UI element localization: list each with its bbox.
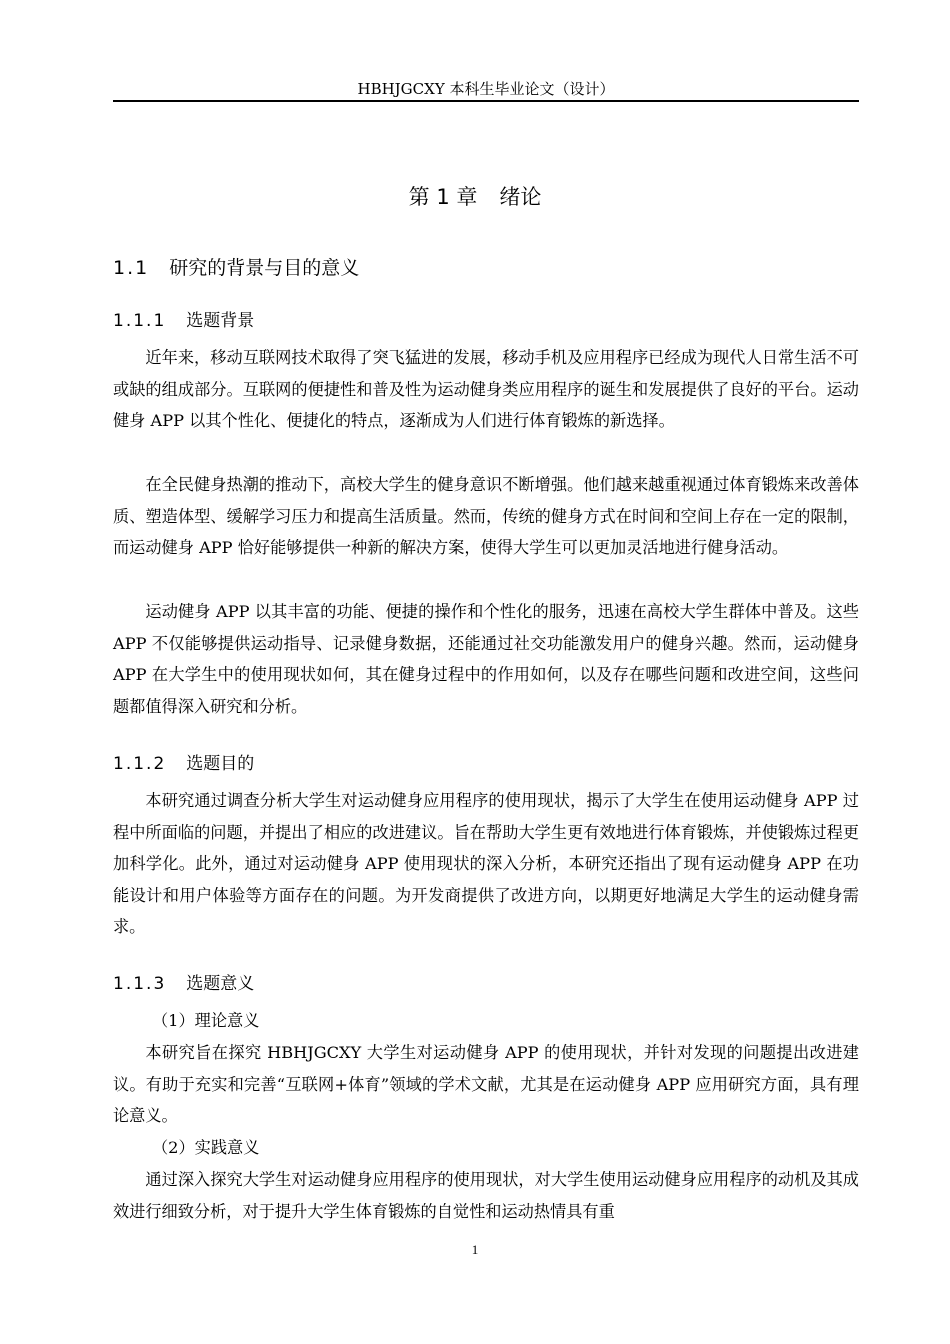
section-number: 1.1: [113, 257, 150, 279]
paragraph-purpose: 本研究通过调查分析大学生对运动健身应用程序的使用现状，揭示了大学生在使用运动健身 APP 过程中所面临的问题，并提出了相应的改进建议。旨在帮助大学生更有效地进行体育锻炼，并使锻炼过程更加科学化。此外，通过对运动健身 APP 使用现状的深入分析，本研究还指出了现有运动健身 APP 在功能设计和用户体验等方面存在的问题。为开发商提供了改进方向，以期更好地满足大学生的运动健身需求。: [113, 791, 859, 936]
subsection-number: 1.1.3: [113, 974, 167, 994]
subsection-heading-1-1-3: [113, 969, 254, 994]
paragraph-background-3: 运动健身 APP 以其丰富的功能、便捷的操作和个性化的服务，迅速在高校大学生群体中普及。这些 APP 不仅能够提供运动指导、记录健身数据，还能通过社交功能激发用户的健身兴趣。然而，运动健身 APP 在大学生中的使用现状如何，其在健身过程中的作用如何，以及存在哪些问题和改进空间，这些问题都值得深入研究和分析。: [113, 602, 859, 716]
label-practice: （2）实践意义: [152, 1138, 260, 1157]
subsection-title: 选题背景: [186, 311, 255, 331]
chapter-number: 第 1 章: [408, 185, 478, 209]
subsection-title: 选题目的: [186, 754, 255, 774]
paragraph-practice: 通过深入探究大学生对运动健身应用程序的使用现状，对大学生使用运动健身应用程序的动机及其成效进行细致分析，对于提升大学生体育锻炼的自觉性和运动热情具有重: [113, 1170, 859, 1221]
subsection-title: 选题意义: [186, 974, 255, 994]
running-header: HBHJGCXY 本科生毕业论文（设计）: [357, 80, 615, 98]
section-title: 研究的背景与目的意义: [169, 257, 360, 279]
page-number: 1: [471, 1242, 479, 1257]
paragraph-theory: 本研究旨在探究 HBHJGCXY 大学生对运动健身 APP 的使用现状，并针对发现的问题提出改进建议。有助于充实和完善“互联网+体育”领域的学术文献，尤其是在运动健身 APP 应用研究方面，具有理论意义。: [113, 1043, 859, 1125]
subsection-number: 1.1.1: [113, 311, 167, 331]
chapter-title: 绪论: [499, 185, 542, 209]
label-theory: （1）理论意义: [152, 1011, 260, 1030]
subsection-heading-1-1-1: [113, 306, 254, 331]
chapter-heading: [0, 181, 950, 211]
subsection-number: 1.1.2: [113, 754, 167, 774]
header-rule: [113, 100, 859, 102]
subsection-heading-1-1-2: [113, 749, 254, 774]
section-heading-1-1: [113, 253, 359, 280]
paragraph-background-2: 在全民健身热潮的推动下，高校大学生的健身意识不断增强。他们越来越重视通过体育锻炼来改善体质、塑造体型、缓解学习压力和提高生活质量。然而，传统的健身方式在时间和空间上存在一定的限制，而运动健身 APP 恰好能够提供一种新的解决方案，使得大学生可以更加灵活地进行健身活动。: [113, 475, 859, 557]
paragraph-background-1: 近年来，移动互联网技术取得了突飞猛进的发展，移动手机及应用程序已经成为现代人日常生活不可或缺的组成部分。互联网的便捷性和普及性为运动健身类应用程序的诞生和发展提供了良好的平台。运动健身 APP 以其个性化、便捷化的特点，逐渐成为人们进行体育锻炼的新选择。: [113, 348, 859, 430]
